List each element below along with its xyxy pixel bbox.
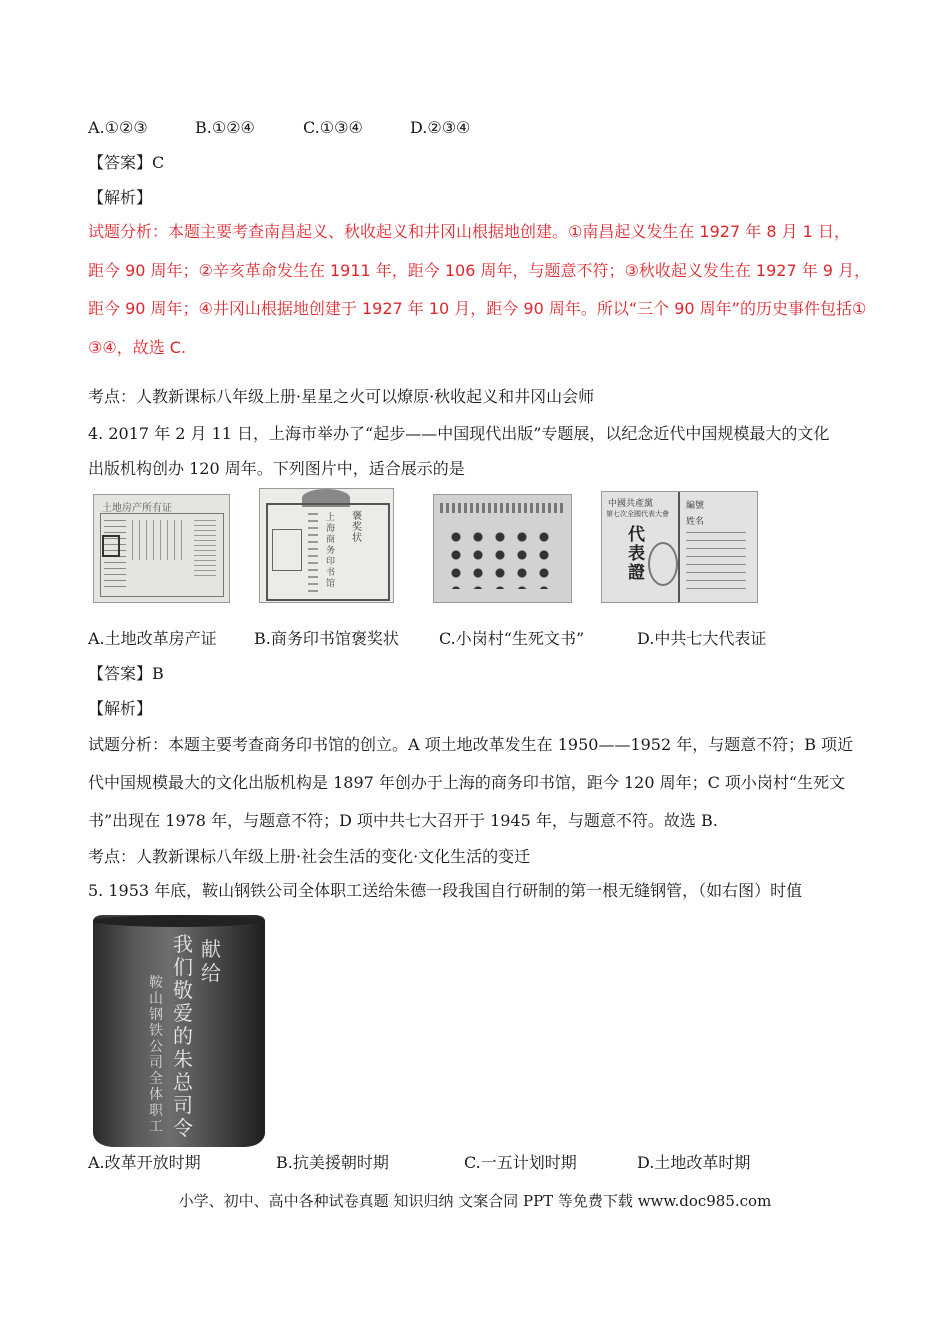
- card-name-label: 姓名: [686, 517, 705, 527]
- q3-option-c: C.①③④: [303, 118, 363, 137]
- award-char: 海: [326, 524, 336, 534]
- q4-stem-line: 出版机构创办 120 周年。下列图片中，适合展示的是: [88, 459, 465, 478]
- q3-analysis-line: 距今 90 周年；②辛亥革命发生在 1911 年，距今 106 周年，与题意不符；③秋收起义发生在 1927 年 9 月，: [88, 261, 871, 280]
- xiaogang-document-image: [433, 494, 572, 603]
- award-char: 印: [326, 557, 336, 567]
- pipe-text-recipient: 我们敬爱的朱总司令: [173, 932, 193, 1140]
- q3-option-b: B.①②④: [195, 118, 255, 137]
- q4-option-a: A.土地改革房产证: [88, 629, 217, 648]
- award-char: 馆: [326, 579, 336, 589]
- q5-option-d: D.土地改革时期: [637, 1153, 751, 1172]
- q4-analysis-line: 书”出现在 1978 年，与题意不符；D 项中共七大召开于 1945 年，与题意不符。故选 B.: [88, 811, 718, 830]
- cpc-7th-congress-card-image: [601, 491, 758, 603]
- q3-answer: 【答案】C: [88, 153, 165, 172]
- q5-option-a: A.改革开放时期: [88, 1153, 201, 1172]
- q3-kaodian: 考点：人教新课标八年级上册·星星之火可以燎原·秋收起义和井冈山会师: [88, 387, 595, 406]
- q4-kaodian: 考点：人教新课标八年级上册·社会生活的变化·文化生活的变迁: [88, 847, 531, 866]
- award-char: 务: [326, 546, 336, 556]
- award-char: 上: [326, 513, 336, 523]
- q3-analysis-line: ③④，故选 C.: [88, 338, 187, 357]
- q3-analysis-line: 距今 90 周年；④井冈山根据地创建于 1927 年 10 月，距今 90 周年。所以“三个 90 周年”的历史事件包括①: [88, 299, 867, 318]
- q4-stem-line: 4. 2017 年 2 月 11 日，上海市举办了“起步——中国现代出版”专题展，以纪念近代中国规模最大的文化: [88, 424, 830, 443]
- card-sub: 第七次全國代表大會: [606, 510, 669, 518]
- q4-option-b: B.商务印书馆褒奖状: [254, 629, 399, 648]
- q3-option-a: A.①②③: [88, 118, 148, 137]
- award-text: [326, 513, 338, 590]
- award-char: 书: [326, 568, 336, 578]
- award-title: 褒奖状: [352, 511, 362, 544]
- commercial-press-award-image: [259, 488, 394, 603]
- award-char: 商: [326, 535, 336, 545]
- q3-analysis-line: 试题分析：本题主要考查南昌起义、秋收起义和井冈山根据地创建。①南昌起义发生在 1927 年 8 月 1 日，: [88, 222, 850, 241]
- land-deed-image: [93, 494, 230, 603]
- card-big-text: 代表證: [628, 525, 645, 583]
- land-deed-title: 土地房产所有证: [102, 503, 172, 514]
- q4-analysis-title: 【解析】: [88, 699, 153, 718]
- page-footer: 小学、初中、高中各种试卷真题 知识归纳 文案合同 PPT 等免费下载 www.doc985.com: [178, 1192, 772, 1210]
- pipe-text-sender: 鞍山钢铁公司全体职工: [149, 975, 163, 1135]
- q4-option-d: D.中共七大代表证: [637, 629, 767, 648]
- q5-option-c: C.一五计划时期: [464, 1153, 577, 1172]
- q4-answer: 【答案】B: [88, 664, 164, 683]
- q5-option-b: B.抗美援朝时期: [276, 1153, 389, 1172]
- card-head: 中國共產黨: [608, 499, 654, 509]
- pipe-text-dedication: 献给: [201, 937, 221, 985]
- q4-analysis-line: 代中国规模最大的文化出版机构是 1897 年创办于上海的商务印书馆，距今 120 周年；C 项小岗村“生死文: [88, 773, 846, 792]
- q4-option-c: C.小岗村“生死文书”: [439, 629, 585, 648]
- seamless-steel-pipe-image: [93, 915, 265, 1147]
- q3-option-d: D.②③④: [410, 118, 471, 137]
- q4-analysis-line: 试题分析：本题主要考查商务印书馆的创立。A 项土地改革发生在 1950——1952 年，与题意不符；B 项近: [88, 735, 854, 754]
- q5-stem: 5. 1953 年底，鞍山钢铁公司全体职工送给朱德一段我国自行研制的第一根无缝钢管，（如右图）时值: [88, 881, 803, 900]
- card-number-label: 編號: [686, 501, 705, 511]
- q3-analysis-title: 【解析】: [88, 188, 153, 207]
